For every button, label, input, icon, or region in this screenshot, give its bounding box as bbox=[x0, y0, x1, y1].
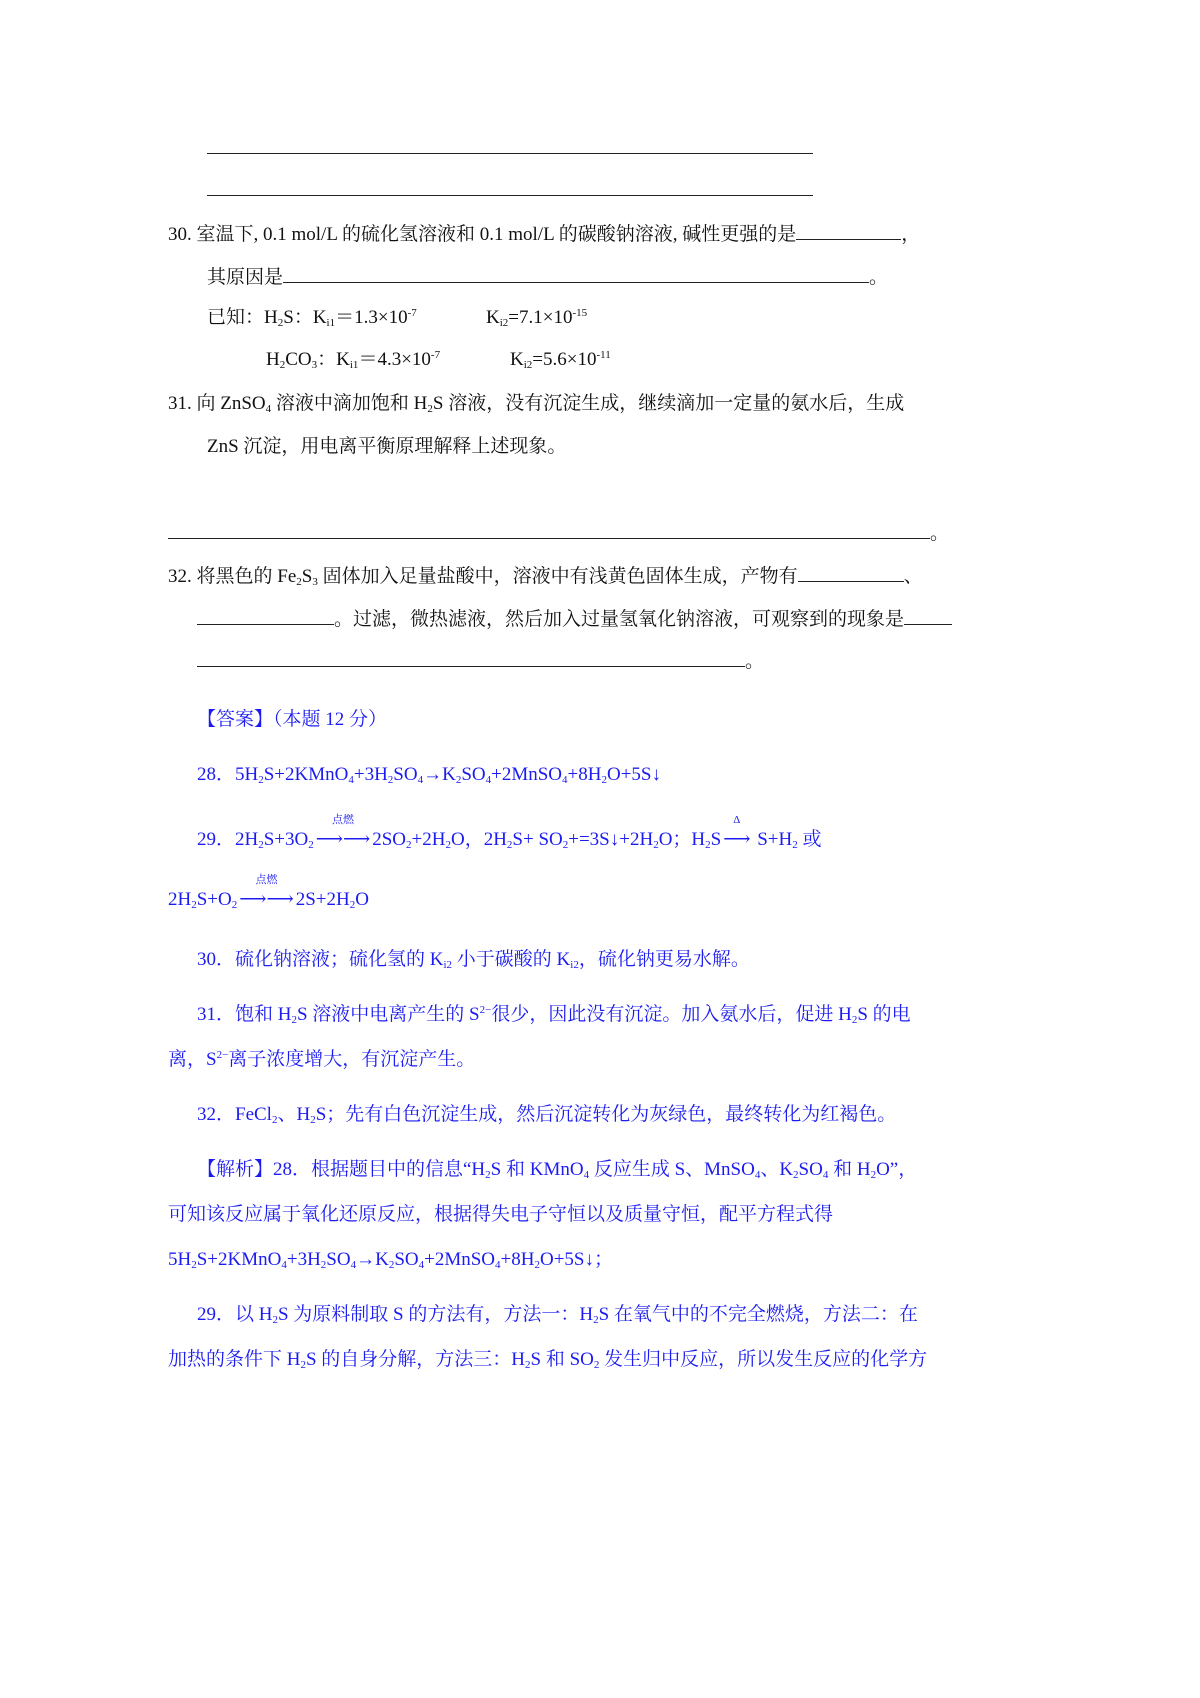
punct: 。 bbox=[930, 523, 950, 544]
answer-32: 32．FeCl$_2$、$H_2S$；先有白色沉淀生成，然后沉淀转化为灰绿色，最终转化为红褐色。 bbox=[197, 1104, 897, 1126]
h2co3-k2: $K_{i2}=5.6\times 10^{-11}$ bbox=[510, 349, 611, 371]
eq-part: $2SO_2+2H_2O$，$2H_2S+$ $SO_2+=3S↓+2H_2O$；$H_2S$ bbox=[372, 829, 722, 851]
punct: 。 bbox=[869, 267, 889, 288]
reaction-arrow-icon: 点燃 ⟶⟶ bbox=[315, 814, 371, 850]
q32-text: 32. 将黑色的 $Fe_2S_3$ 固体加入足量盐酸中，溶液中有浅黄色固体生成，产物有 bbox=[168, 566, 798, 588]
h2co3-k1: $H_2CO_3$：$K_{i1}=4.3\times 10^{-7}$ bbox=[266, 349, 441, 371]
punct: 。 bbox=[745, 651, 765, 672]
punct: 、 bbox=[903, 566, 923, 587]
q30-text: 30. 室温下, 0.1 mol/L 的硫化氢溶液和 0.1 mol/L 的碳酸钠溶液, 碱性更强的是 bbox=[168, 224, 797, 245]
answer-header: 【答案】（本题 12 分） bbox=[197, 709, 388, 730]
eq-part: $2H_2S+O_2$ bbox=[168, 889, 238, 911]
eq-part: $2S+2H_2O$ bbox=[295, 889, 369, 911]
punct: ， bbox=[901, 224, 921, 245]
arrow-condition: Δ bbox=[733, 814, 741, 826]
answer-29-line2 bbox=[168, 874, 369, 912]
q30-line2 bbox=[207, 264, 888, 290]
h2s-k2: $K_{i2}=7.1\times 10^{-15}$ bbox=[486, 307, 588, 329]
q32-line2 bbox=[197, 606, 952, 632]
q31-answer-line bbox=[168, 520, 949, 546]
q32-text: 。过滤，微热滤液，然后加入过量氢氧化钠溶液，可观察到的现象是 bbox=[334, 609, 905, 630]
q31-line1: 31. 向 ZnSO$_4$ 溶液中滴加饱和 $H_2S$ 溶液，没有沉淀生成，继续滴加一定量的氨水后，生成 bbox=[168, 393, 905, 415]
answer-blank[interactable] bbox=[798, 563, 904, 582]
answer-blank-line[interactable] bbox=[207, 153, 813, 154]
answer-blank[interactable] bbox=[904, 606, 952, 625]
q32-line3 bbox=[197, 648, 764, 674]
q30-text: 其原因是 bbox=[207, 267, 284, 288]
h2s-k1: $H_2S$：$K_{i1}=1.3\times 10^{-7}$ bbox=[264, 307, 417, 329]
answer-blank[interactable] bbox=[796, 221, 901, 240]
arrow-condition: 点燃 bbox=[331, 814, 354, 826]
analysis-line1: 【解析】28．根据题目中的信息“$H_2S$ 和 KMnO$_4$ 反应生成 S、MnSO$_4$、$K_2SO_4$ 和 $H_2O$”， bbox=[197, 1159, 918, 1181]
analysis-line5: 加热的条件下 $H_2S$ 的自身分解，方法三：$H_2S$ 和 $SO_2$ 发生归中反应，所以发生反应的化学方 bbox=[168, 1349, 928, 1371]
answer-blank[interactable] bbox=[197, 648, 745, 667]
answer-29-line1 bbox=[197, 814, 822, 852]
known-label: 已知： bbox=[207, 307, 265, 328]
answer-28: 28．$5H_2S+2KMnO_4+3H_2SO_4\to K_2SO_4+2MnSO_4+8H_2O+5S↓$ bbox=[197, 764, 661, 786]
eq-part: $S+H_2$ 或 bbox=[752, 829, 822, 851]
answer-blank[interactable] bbox=[168, 520, 930, 539]
reaction-arrow-icon: 点燃 ⟶⟶ bbox=[239, 874, 294, 910]
eq-part: 29．$2H_2S+3O_2$ bbox=[197, 829, 314, 851]
answer-blank[interactable] bbox=[283, 264, 869, 283]
q30-known-h2s bbox=[207, 306, 417, 330]
analysis-line3: $5H_2S+2KMnO_4+3H_2SO_4\to K_2SO_4+2MnSO_4+8H_2O+5S↓$； bbox=[168, 1249, 613, 1271]
answer-31-line1: 31．饱和 $H_2S$ 溶液中电离产生的 $S^{2-}$很少，因此没有沉淀。加入氨水后，促进 $H_2S$ 的电 bbox=[197, 1004, 911, 1026]
q31-line2: ZnS 沉淀，用电离平衡原理解释上述现象。 bbox=[207, 436, 567, 457]
answer-blank-line[interactable] bbox=[207, 195, 813, 196]
analysis-line2: 可知该反应属于氧化还原反应，根据得失电子守恒以及质量守恒，配平方程式得 bbox=[168, 1204, 834, 1225]
answer-31-line2: 离，$S^{2-}$离子浓度增大，有沉淀产生。 bbox=[168, 1049, 476, 1070]
answer-blank[interactable] bbox=[197, 606, 334, 625]
analysis-line4: 29．以 $H_2S$ 为原料制取 S 的方法有，方法一：$H_2S$ 在氧气中的不完全燃烧，方法二：在 bbox=[197, 1304, 918, 1326]
arrow-condition: 点燃 bbox=[255, 874, 278, 886]
q30-line1 bbox=[168, 221, 920, 247]
q32-line1 bbox=[168, 563, 923, 589]
answer-30: 30．硫化钠溶液；硫化氢的 $K_{i2}$ 小于碳酸的 $K_{i2}$，硫化钠更易水解。 bbox=[197, 949, 750, 971]
reaction-arrow-icon: Δ ⟶ bbox=[723, 814, 751, 850]
